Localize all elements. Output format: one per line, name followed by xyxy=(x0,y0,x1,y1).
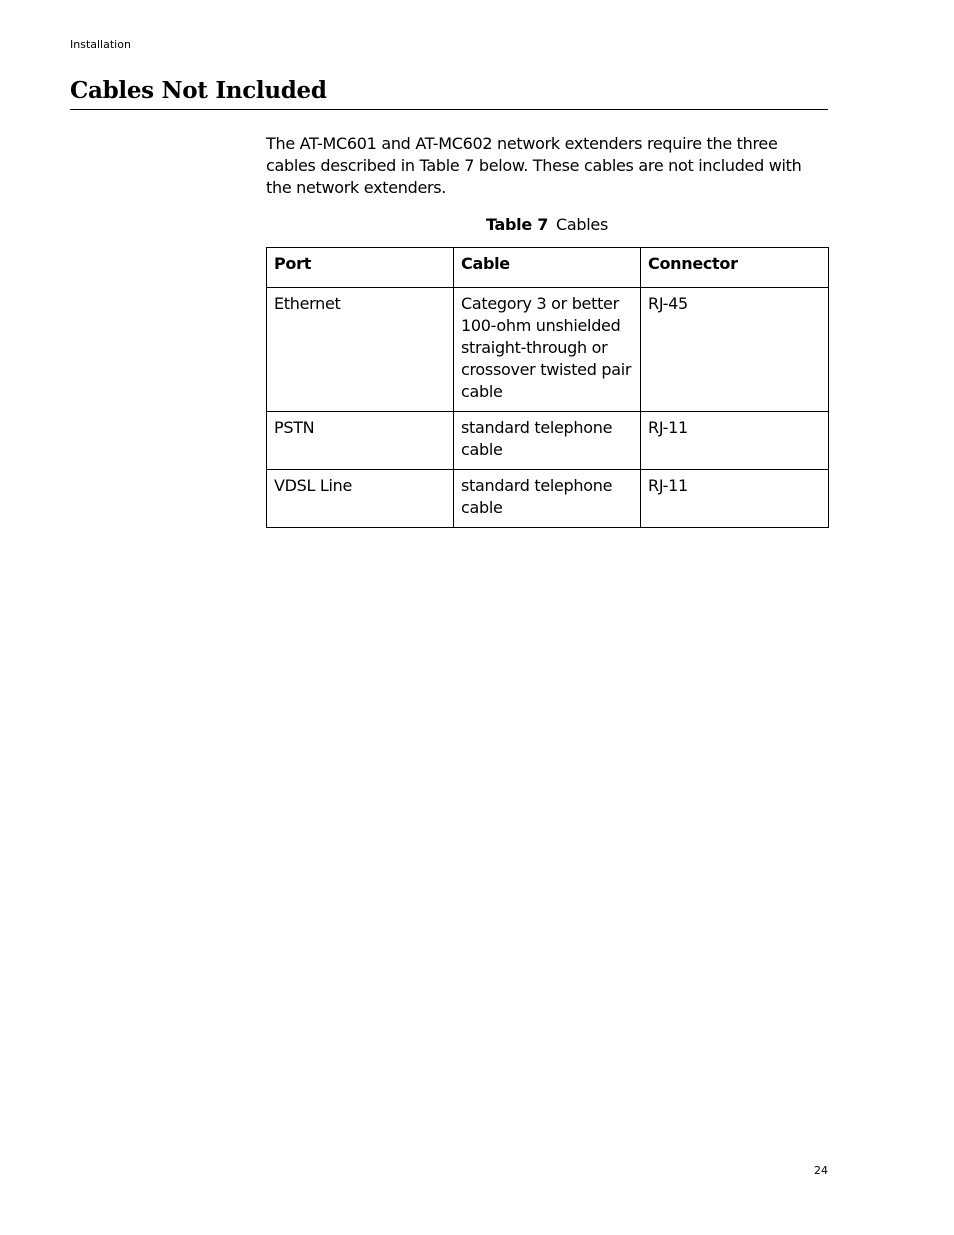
cell-port: PSTN xyxy=(267,412,454,470)
running-header: Installation xyxy=(70,38,131,51)
header-connector: Connector xyxy=(641,248,829,288)
cell-connector: RJ-11 xyxy=(641,412,829,470)
cell-connector: RJ-45 xyxy=(641,288,829,412)
table-caption-label: Table 7 xyxy=(485,215,549,234)
table-row xyxy=(267,412,829,470)
table-row xyxy=(267,470,829,528)
intro-paragraph: The AT-MC601 and AT-MC602 network extenders require the three cables described in Table 7 below. These cables are not included with the network extenders. xyxy=(266,134,802,197)
header-port: Port xyxy=(267,248,454,288)
cell-connector: RJ-11 xyxy=(641,470,829,528)
cables-table xyxy=(266,247,829,528)
cell-cable: standard telephone cable xyxy=(454,470,641,528)
section-title: Cables Not Included xyxy=(70,76,828,110)
cell-port: Ethernet xyxy=(267,288,454,412)
page-number: 24 xyxy=(814,1164,828,1177)
table-row xyxy=(267,288,829,412)
table-header-row xyxy=(267,248,829,288)
cell-port: VDSL Line xyxy=(267,470,454,528)
cell-cable: Category 3 or better 100-ohm unshielded straight-through or crossover twisted pair cable xyxy=(454,288,641,412)
header-cable: Cable xyxy=(454,248,641,288)
table-caption-title: Cables xyxy=(556,215,608,234)
table-caption xyxy=(266,214,828,236)
cell-cable: standard telephone cable xyxy=(454,412,641,470)
